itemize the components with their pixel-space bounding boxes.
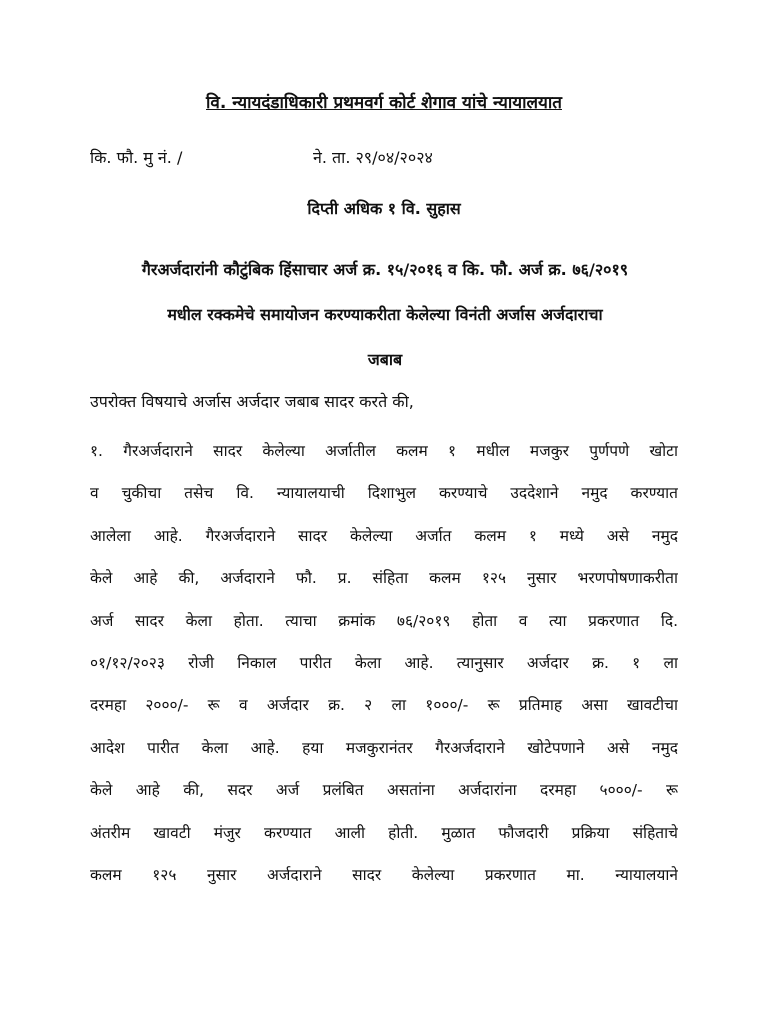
case-number: कि. फौ. मु नं. / [90,148,183,167]
paragraph-line: व चुकीचा तसेच वि. न्यायालयाची दिशाभुल करण्याचे उददेशाने नमुद करण्यात [90,484,678,503]
subject-heading [90,247,680,382]
intro-line: उपरोक्त विषयाचे अर्जास अर्जदार जबाब सादर करते की, [90,392,414,411]
subject-line: गैरअर्जदारांनी कौटुंबिक हिंसाचार अर्ज क्र. १५/२०१६ व कि. फौ. अर्ज क्र. ७६/२०१९ [141,260,629,279]
subject-line: जबाब [367,350,403,369]
paragraph-line: अंतरीम खावटी मंजुर करण्यात आली होती. मुळात फौजदारी प्रक्रिया संहिताचे [90,823,678,842]
court-title: वि. न्यायदंडाधिकारी प्रथमवर्ग कोर्ट शेगाव यांचे न्यायालयात [206,93,562,113]
paragraph-line: कलम १२५ नुसार अर्जदाराने सादर केलेल्या प्रकरणात मा. न्यायालयाने [90,865,678,884]
paragraph-1 [90,430,678,896]
parties-line: दिप्ती अधिक १ वि. सुहास [307,199,461,218]
paragraph-line: आलेला आहे. गैरअर्जदाराने सादर केलेल्या अर्जात कलम १ मध्ये असे नमुद [90,526,678,545]
paragraph-line: आदेश पारीत केला आहे. हया मजकुरानंतर गैरअर्जदाराने खोटेपणाने असे नमुद [90,738,678,757]
paragraph-line: ०१/१२/२०२३ रोजी निकाल पारीत केला आहे. त्यानुसार अर्जदार क्र. १ ला [90,653,678,672]
paragraph-line: केले आहे की, सदर अर्ज प्रलंबित असतांना अर्जदारांना दरमहा ५०००/- रू [90,781,678,800]
next-date: ने. ता. २९/०४/२०२४ [313,148,433,167]
paragraph-line: अर्ज सादर केला होता. त्याचा क्रमांक ७६/२०१९ होता व त्या प्रकरणात दि. [90,611,678,630]
paragraph-line: १. गैरअर्जदाराने सादर केलेल्या अर्जातील कलम १ मधील मजकुर पुर्णपणे खोटा [90,442,678,460]
paragraph-line: केले आहे की, अर्जदाराने फौ. प्र. संहिता कलम १२५ नुसार भरणपोषणाकरीता [90,569,678,588]
paragraph-line: दरमहा २०००/- रू व अर्जदार क्र. २ ला १०००/- रू प्रतिमाह असा खावटीचा [90,696,678,715]
subject-line: मधील रक्कमेचे समायोजन करण्याकरीता केलेल्या विनंती अर्जास अर्जदाराचा [167,305,603,324]
